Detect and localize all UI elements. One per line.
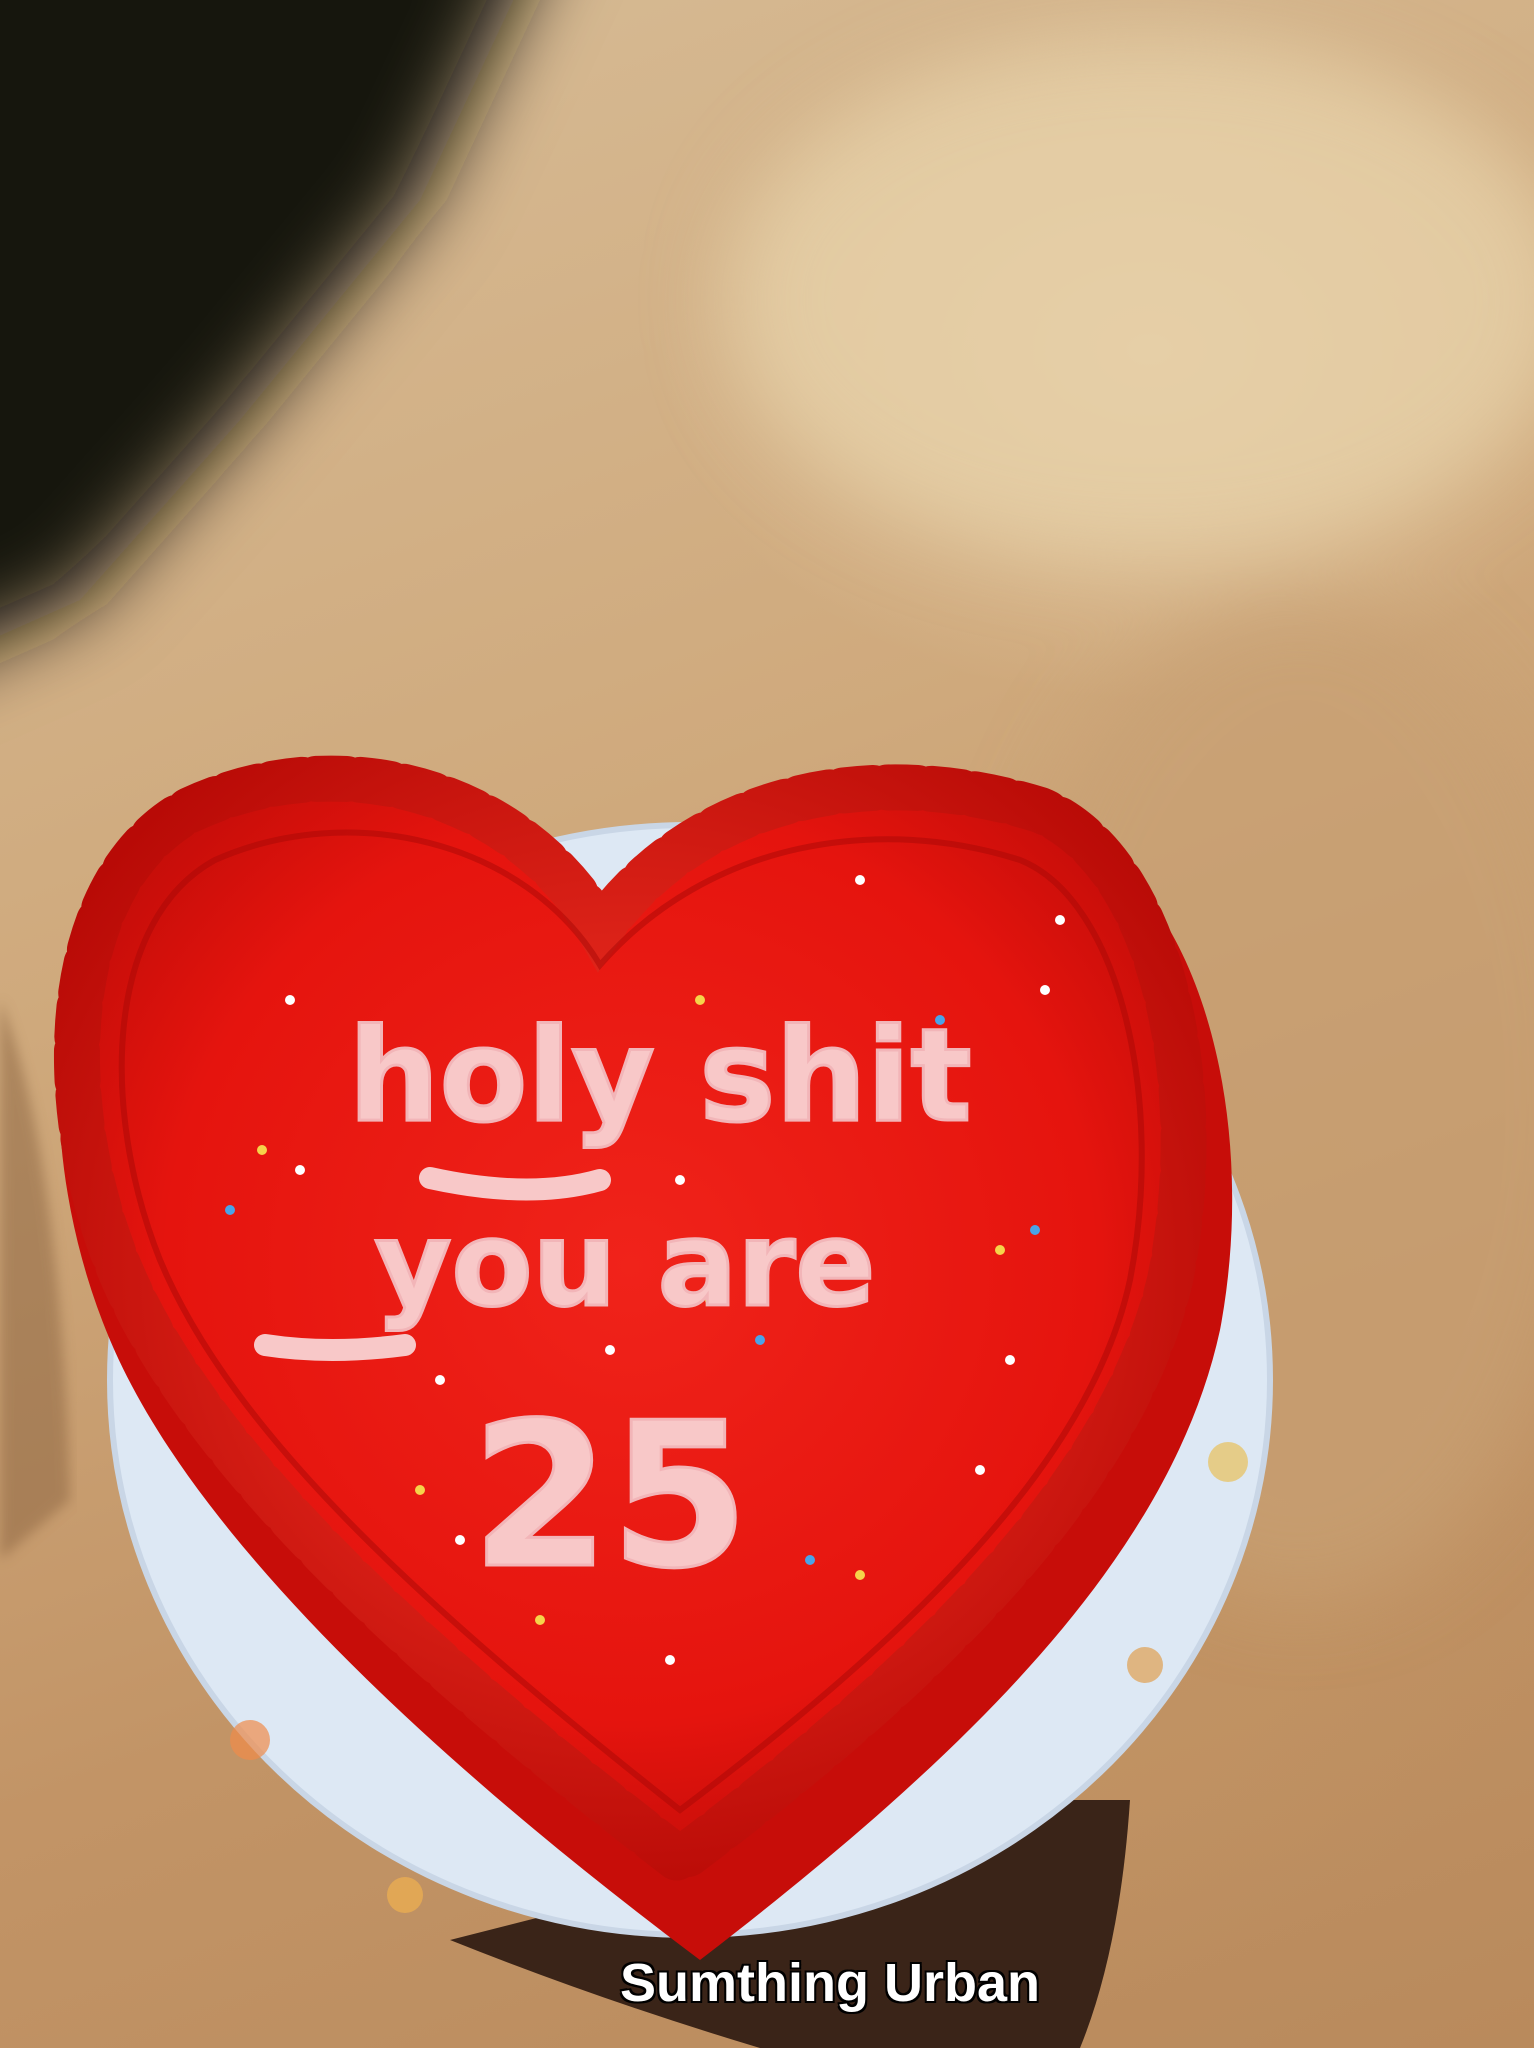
cake-line-2: you are [374, 1195, 876, 1333]
cake-line-1: holy shit [348, 1002, 972, 1151]
background-shadow [0, 0, 560, 680]
cake-underline [430, 1178, 600, 1190]
cake-flourish [265, 1345, 405, 1350]
watermark-text: Sumthing Urban [620, 1953, 1040, 2013]
cake-line-3: 25 [470, 1380, 750, 1613]
